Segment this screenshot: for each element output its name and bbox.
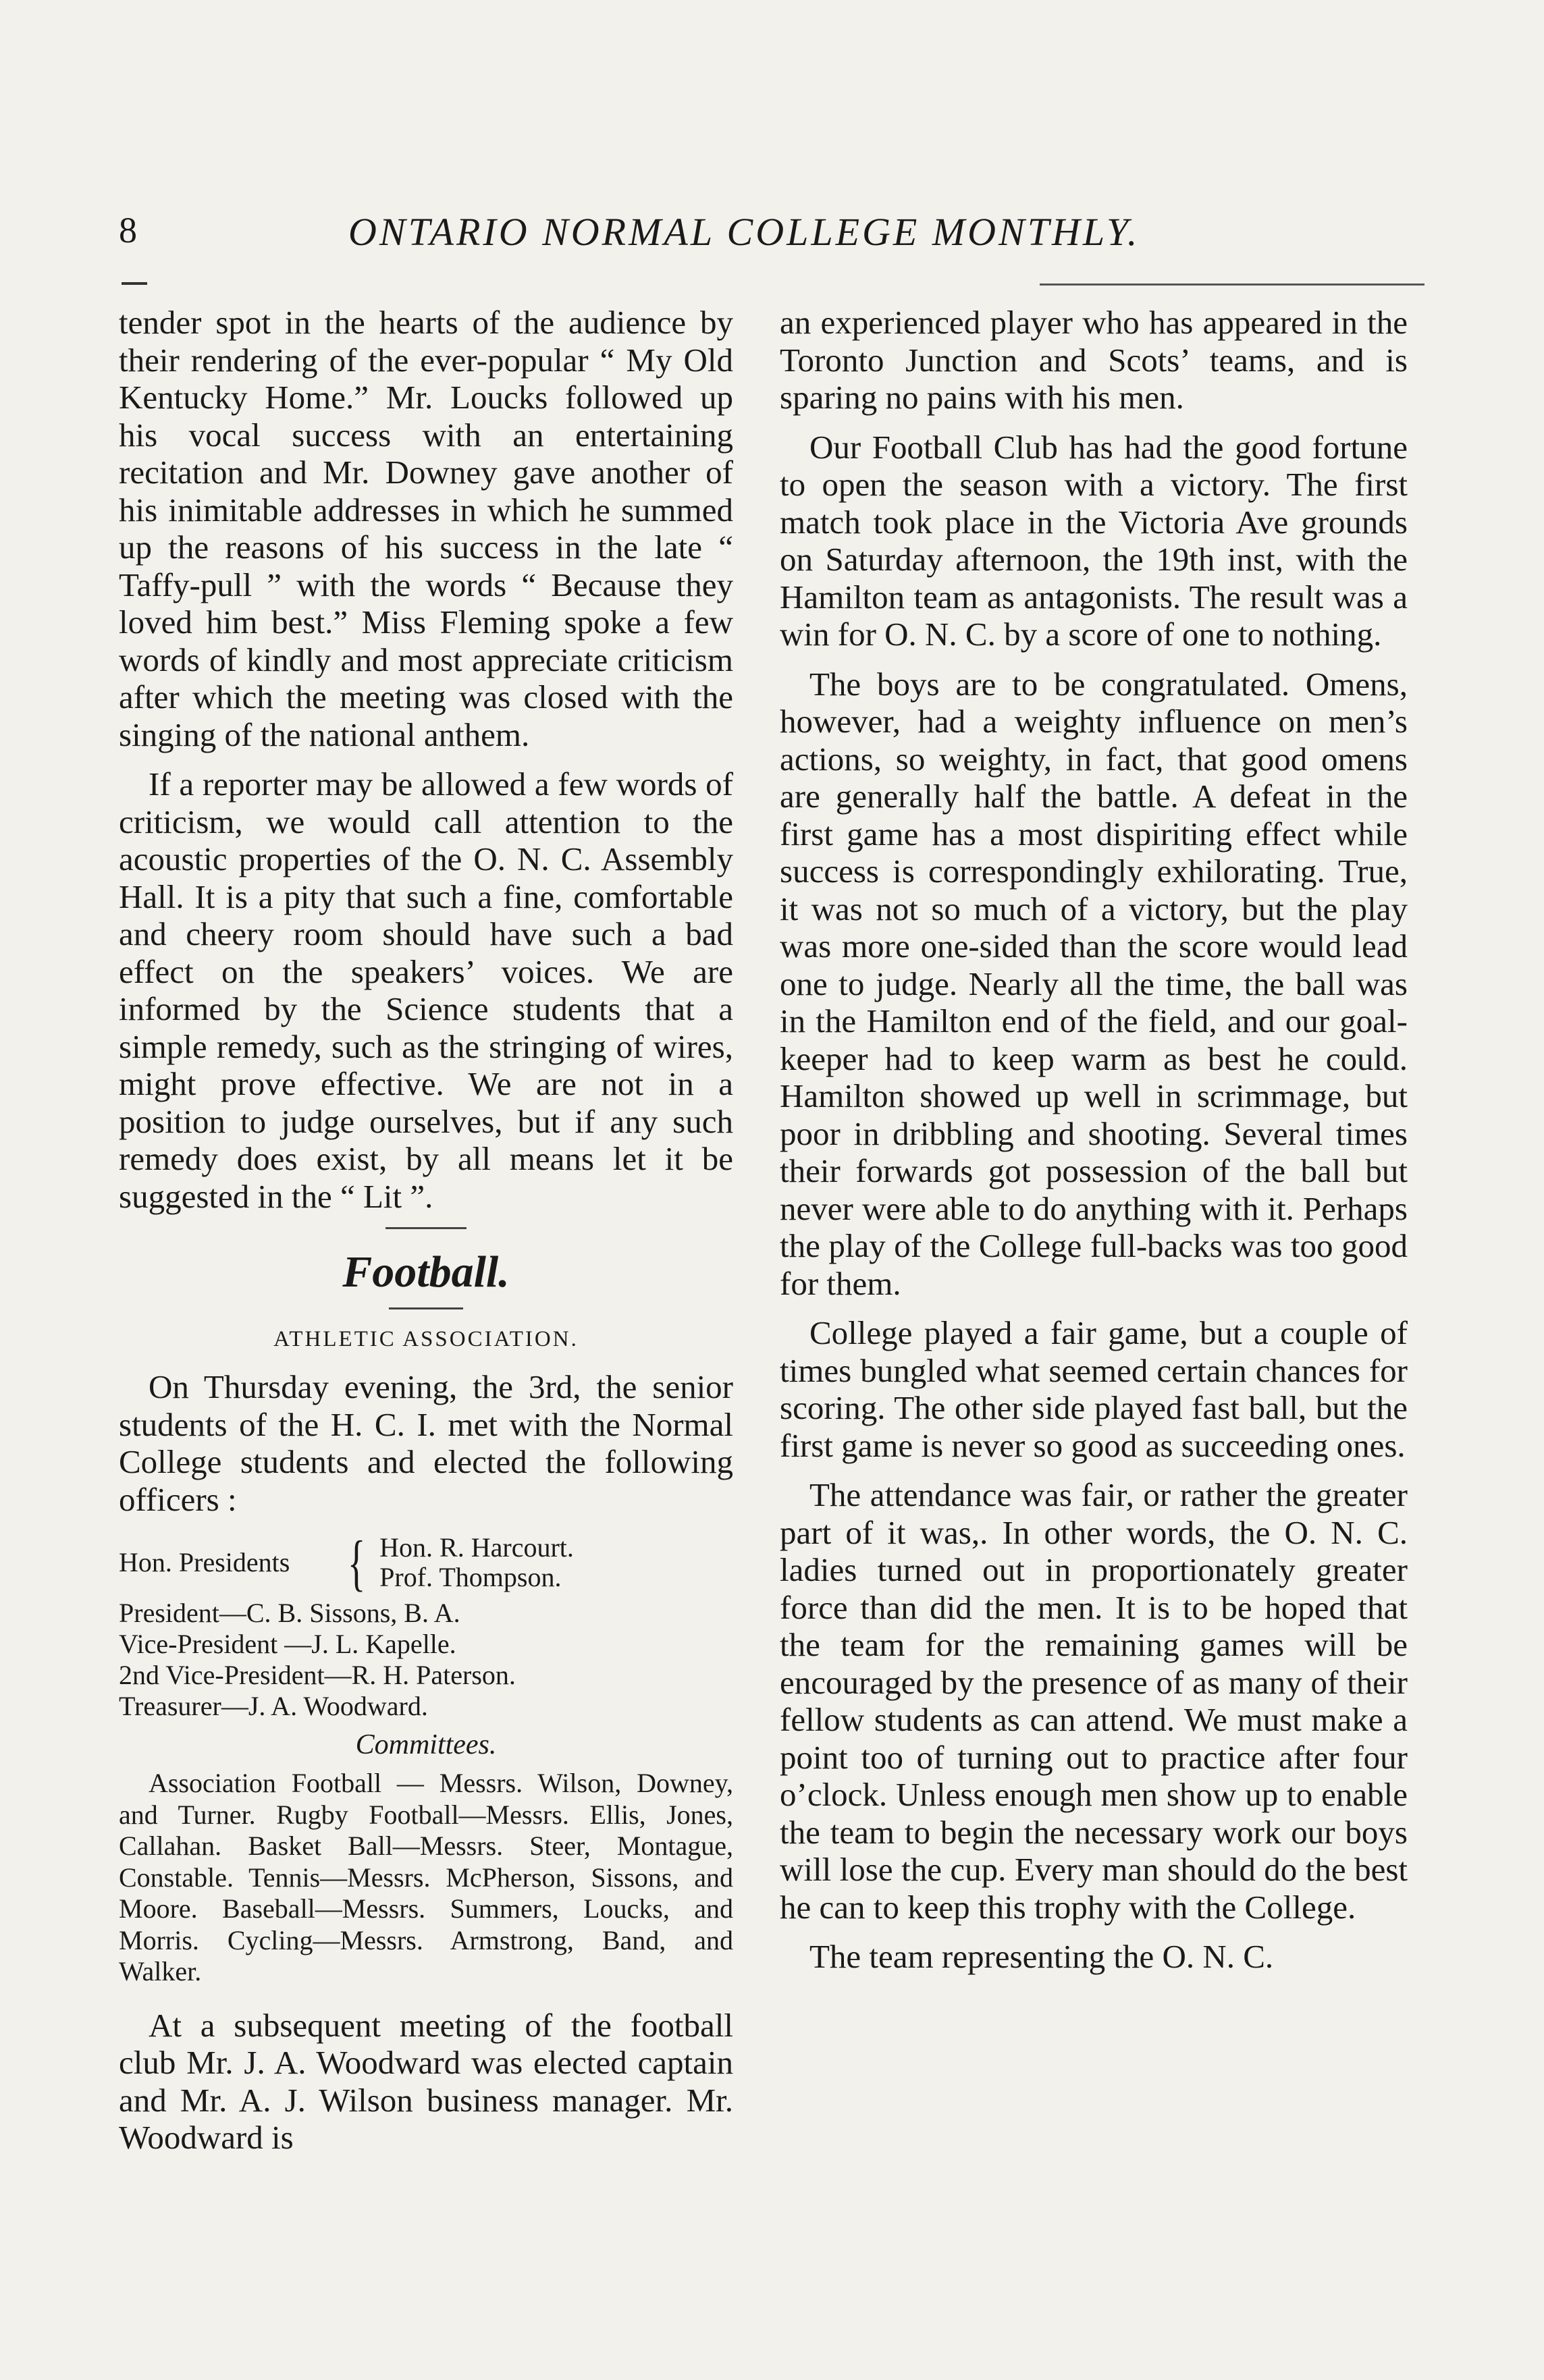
paragraph-attendance: The attendance was fair, or rather the greater part of it was,. In other words, the O. N. C. ladies turned out in proportionately greater force than did the men. It is to be hoped that the team for the remaining games will be encouraged by the presence of as many of their fellow students as can attend. We must make a point too of turning out to practice after four o’clock. Unless enough men show up to enable the team to begin the necessary work our boys will lose the cup. Every man should do the best he can to keep this trophy with the College.	[780, 1476, 1408, 1926]
hon-presidents-names	[379, 1533, 574, 1592]
officer-vice-president: Vice-President —J. L. Kapelle.	[119, 1629, 456, 1659]
brace-icon: {	[347, 1528, 366, 1597]
page-number: 8	[119, 210, 137, 250]
running-title: ONTARIO NORMAL COLLEGE MONTHLY.	[348, 210, 1140, 254]
paragraph-player: an experienced player who has appeared in the Toronto Junction and Scots’ teams, and is sparing no pains with his men.	[780, 304, 1408, 416]
committees-text: Association Football — Messrs. Wilson, Downey, and Turner. Rugby Football—Messrs. Ellis, Jones, Callahan. Basket Ball—Messrs. Steer, Montague, Constable. Tennis—Messrs. McPherson, Sissons, and Moore. Baseball—Messrs. Summers, Loucks, and Morris. Cycling—Messrs. Armstrong, Band, and Walker.	[119, 1768, 733, 1986]
title-underline	[389, 1307, 463, 1309]
header-rule-right	[1040, 283, 1425, 286]
officer-president: President—C. B. Sissons, B. A.	[119, 1598, 460, 1628]
paragraph-college-play: College played a fair game, but a couple of times bungled what seemed certain chances for scoring. The other side played fast ball, but the first game is never so good as succeeding ones.	[780, 1314, 1408, 1464]
hon-presidents-row	[119, 1530, 733, 1595]
paragraph-team: The team representing the O. N. C.	[809, 1938, 1274, 1975]
paragraph-election: On Thursday evening, the 3rd, the senior students of the H. C. I. met with the Normal College students and elected the following officers :	[119, 1368, 733, 1518]
officer-second-vice-president: 2nd Vice-President—R. H. Paterson.	[119, 1660, 516, 1690]
section-title: Football.	[342, 1247, 510, 1297]
left-column	[119, 304, 733, 2169]
right-column	[780, 304, 1408, 1988]
officer-treasurer: Treasurer—J. A. Woodward.	[119, 1691, 428, 1721]
paragraph-first-match: Our Football Club has had the good fortune to open the season with a victory. The first match took place in the Victoria Ave grounds on Saturday afternoon, the 19th inst, with the Hamilton team as antagonists. The result was a win for O. N. C. by a score of one to nothing.	[780, 428, 1408, 653]
page-header	[119, 209, 1425, 263]
paragraph-captain-election: At a subsequent meeting of the football club Mr. J. A. Woodward was elected captain and Mr. A. J. Wilson business manager. Mr. Woodward is	[119, 2006, 733, 2156]
paragraph-omens: The boys are to be congratulated. Omens, however, had a weighty influence on men’s actions, so weighty, in fact, that good omens are generally half the battle. A defeat in the first game has a most dispiriting effect while success is correspondingly exhilorating. True, it was not so much of a victory, but the play was more one-sided than the score would lead one to judge. Nearly all the time, the ball was in the Hamilton end of the field, and our goal-keeper had to keep warm as best he could. Hamilton showed up well in scrimmage, but poor in dribbling and shooting. Several times their forwards got possession of the ball but never were able to do anything with it. Perhaps the play of the College full-backs was too good for them.	[780, 665, 1408, 1302]
header-rule-left	[122, 282, 147, 285]
sub-heading: ATHLETIC ASSOCIATION.	[273, 1327, 579, 1351]
committees-heading: Committees.	[355, 1729, 497, 1760]
section-divider	[385, 1227, 467, 1229]
hon-presidents-label: Hon. Presidents	[119, 1547, 290, 1577]
officers-list	[119, 1530, 733, 1722]
paragraph-acoustics-criticism: If a reporter may be allowed a few words of criticism, we would call attention to the acoustic properties of the O. N. C. Assembly Hall. It is a pity that such a fine, comfortable and cheery room should have such a bad effect on the speakers’ voices. We are informed by the Science students that a simple remedy, such as the stringing of wires, might prove effective. We are not in a position to judge ourselves, but if any such remedy does exist, by all means let it be suggested in the “ Lit ”.	[119, 765, 733, 1215]
paragraph-meeting-report: tender spot in the hearts of the audience by their rendering of the ever-popular “ My Old Kentucky Home.” Mr. Loucks followed up his vocal success with an entertaining recitation and Mr. Downey gave another of his inimitable addresses in which he summed up the reasons of his success in the late “ Taffy-pull ” with the words “ Because they loved him best.” Miss Fleming spoke a few words of kindly and most appreciate criticism after which the meeting was closed with the singing of the national anthem.	[119, 304, 733, 753]
hon-president-1: Hon. R. Harcourt.	[379, 1532, 574, 1563]
hon-president-2: Prof. Thompson.	[379, 1562, 562, 1592]
